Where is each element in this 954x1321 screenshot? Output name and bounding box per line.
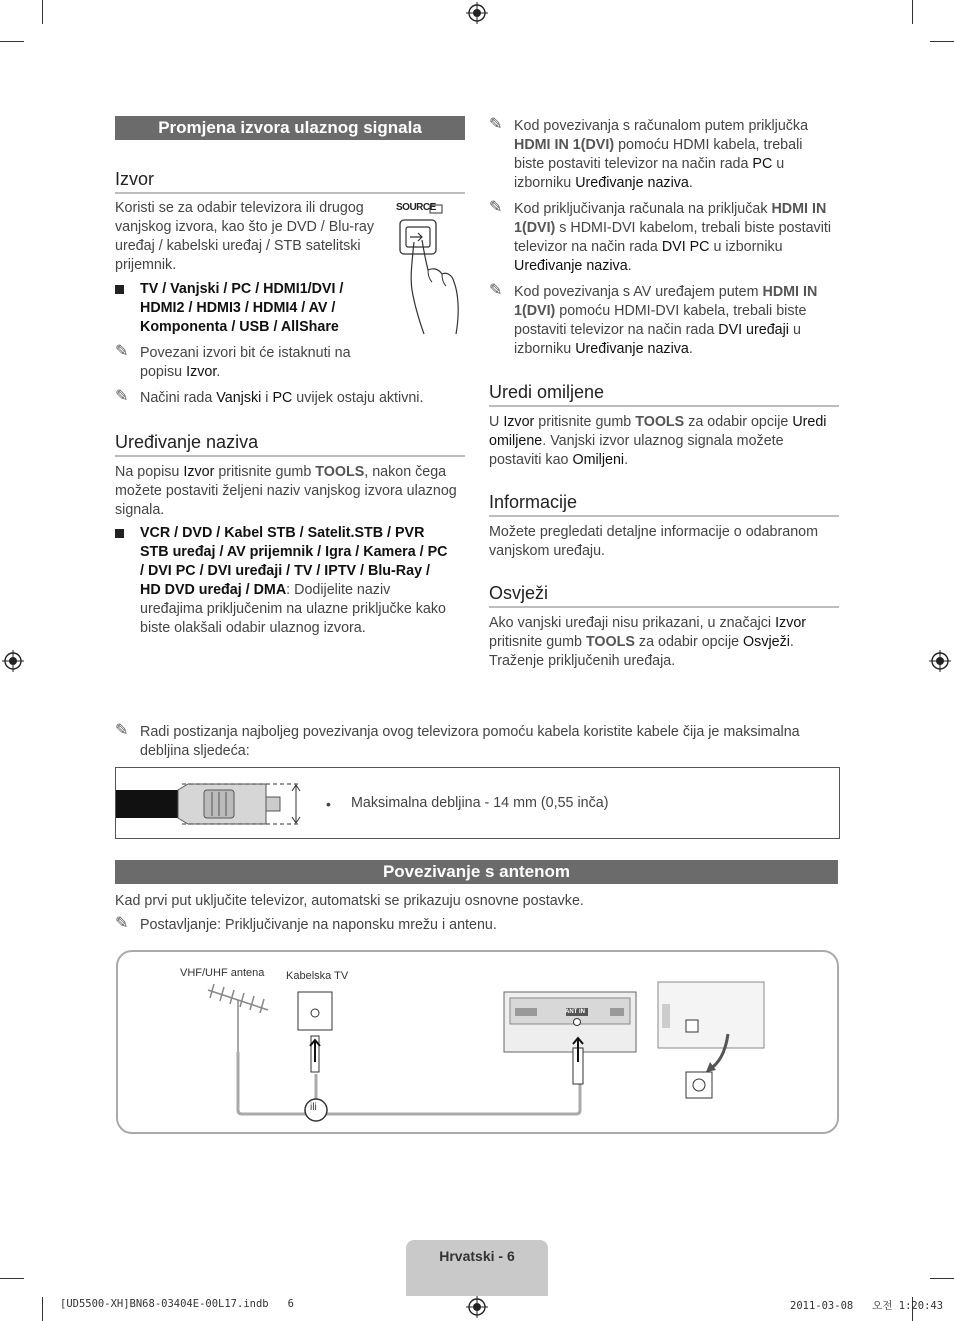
- note-pc-dvi: Kod priključivanja računala na priključak HDMI IN 1(DVI) s HDMI-DVI kabelom, trebali biste postaviti televizor na način rada DVI PC u izborniku Uređivanje naziva.: [514, 201, 832, 274]
- page-label: Hrvatski - 6: [439, 1248, 515, 1264]
- antenna-connection-diagram: [116, 950, 839, 1134]
- registration-mark-icon: [2, 650, 24, 672]
- device-name-bullet: VCR / DVD / Kabel STB / Satelit.STB / PVR STB uređaj / AV prijemnik / Igra / Kamera / PC / DVI PC / DVI uređaji / TV / IPTV / Blu-Ray / HD DVD uređaj / DMA: Dodijelite naziv uređajima priključenim na ulazne priključke kako biste olakšali odabir ulaznog izvora.: [140, 525, 448, 636]
- bullet-dot: •: [326, 796, 331, 812]
- note-pencil-icon: ✎: [489, 116, 503, 133]
- heading-osvjezi: Osvježi: [489, 583, 839, 608]
- note-pc-hdmi: Kod povezivanja s računalom putem priključka HDMI IN 1(DVI) pomoću HDMI kabela, trebali biste postaviti televizor na način rada PC u izborniku Uređivanje naziva.: [514, 118, 809, 191]
- source-list-bullet: TV / Vanjski / PC / HDMI1/DVI / HDMI2 / HDMI3 / HDMI4 / AV / Komponenta / USB / AllShare: [140, 281, 344, 335]
- crop-mark: [42, 0, 43, 24]
- note-pencil-icon: ✎: [115, 722, 129, 739]
- registration-mark-icon: [466, 1296, 488, 1318]
- note-pencil-icon: ✎: [489, 199, 503, 216]
- note-pencil-icon: ✎: [115, 388, 129, 405]
- informacije-description: Možete pregledati detaljne informacije o odabranom vanjskom uređaju.: [489, 524, 819, 559]
- label-cable-tv: Kabelska TV: [286, 970, 349, 982]
- section-title-source: Promjena izvora ulaznog signala: [115, 116, 465, 140]
- crop-mark: [912, 0, 913, 24]
- label-or: ili: [310, 1102, 317, 1113]
- crop-mark: [0, 41, 24, 42]
- registration-mark-icon: [466, 2, 488, 24]
- antenna-setup-note: Postavljanje: Priključivanje na naponsku mrežu i antenu.: [140, 917, 497, 933]
- crop-mark: [930, 41, 954, 42]
- section-title-antenna: Povezivanje s antenom: [115, 860, 838, 884]
- hand-pressing-button-icon: [394, 202, 466, 342]
- note-pencil-icon: ✎: [489, 282, 503, 299]
- page-tab: [406, 1240, 548, 1296]
- source-button-label: SOURCE: [396, 202, 436, 213]
- crop-mark: [930, 1278, 954, 1279]
- crop-mark: [0, 1278, 24, 1279]
- cable-plug-icon: [116, 768, 326, 838]
- registration-mark-icon: [929, 650, 951, 672]
- print-timestamp: 2011-03-08 오전 1:20:43: [790, 1300, 944, 1312]
- heading-izvor: Izvor: [115, 169, 465, 194]
- label-vhf-uhf-antenna: VHF/UHF antena: [180, 967, 265, 979]
- note-pencil-icon: ✎: [115, 915, 129, 932]
- cable-thickness-box: [115, 767, 840, 839]
- heading-uredivanje-naziva: Uređivanje naziva: [115, 432, 465, 457]
- crop-mark: [42, 1297, 43, 1321]
- note-pencil-icon: ✎: [115, 343, 129, 360]
- file-info: [UD5500-XH]BN68-03404E-00L17.indb 6: [60, 1298, 294, 1310]
- note-always-active: Načini rada Vanjski i PC uvijek ostaju aktivni.: [140, 390, 424, 406]
- izvor-description: Koristi se za odabir televizora ili drugog vanjskog izvora, kao što je DVD / Blu-ray uređaj / kabelski uređaj / STB satelitski prijemnik.: [115, 200, 375, 273]
- heading-informacije: Informacije: [489, 492, 839, 517]
- cable-max-thickness: Maksimalna debljina - 14 mm (0,55 inča): [351, 795, 609, 811]
- heading-uredi-omiljene: Uredi omiljene: [489, 382, 839, 407]
- antenna-description: Kad prvi put uključite televizor, automatski se prikazuju osnovne postavke.: [115, 893, 584, 909]
- note-av-dvi: Kod povezivanja s AV uređajem putem HDMI IN 1(DVI) pomoću HDMI-DVI kabela, trebali biste postaviti televizor na način rada DVI uređaji u izborniku Uređivanje naziva.: [514, 284, 818, 357]
- bullet-square: [115, 529, 124, 538]
- cable-thickness-note: Radi postizanja najboljeg povezivanja ovog televizora pomoću kabela koristite kabele čija je maksimalna debljina sljedeća:: [140, 724, 800, 759]
- uredivanje-description: Na popisu Izvor pritisnite gumb TOOLS, nakon čega možete postaviti željeni naziv vanjskog izvora ulaznog signala.: [115, 464, 457, 518]
- omiljene-description: U Izvor pritisnite gumb TOOLS za odabir opcije Uredi omiljene. Vanjski izvor ulaznog signala možete postaviti kao Omiljeni.: [489, 414, 827, 468]
- antenna-wiring-drawing: [118, 952, 837, 1132]
- source-button-illustration: [394, 202, 466, 342]
- osvjezi-description: Ako vanjski uređaji nisu prikazani, u značajci Izvor pritisnite gumb TOOLS za odabir opcije Osvježi. Traženje priključenih uređaja.: [489, 615, 807, 669]
- label-ant-in: ANT IN: [565, 1009, 585, 1015]
- bullet-square: [115, 285, 124, 294]
- note-highlighted-sources: Povezani izvori bit će istaknuti na popisu Izvor.: [140, 345, 351, 380]
